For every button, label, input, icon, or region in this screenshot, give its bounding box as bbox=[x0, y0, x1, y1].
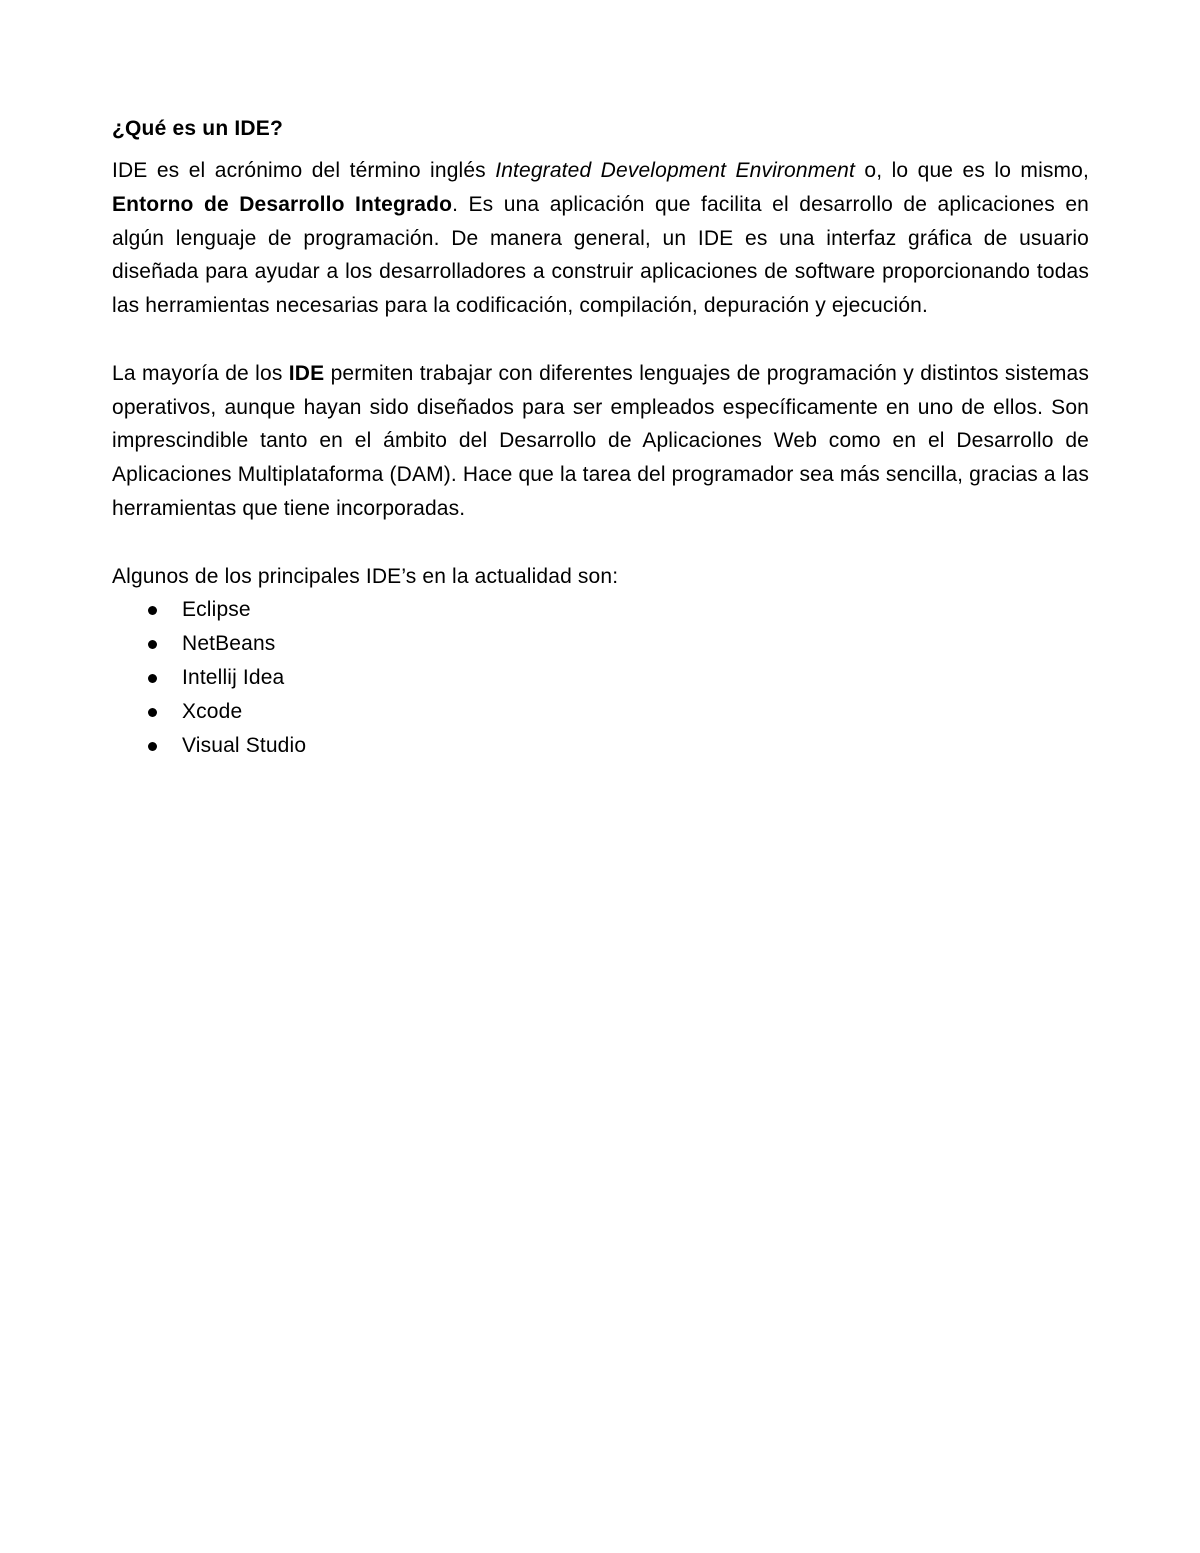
ide-list bbox=[112, 593, 1089, 762]
para2-text-2: permiten trabajar con diferentes lenguajes de programación y distintos sistemas operativos, aunque hayan sido diseñados para ser empleados específicamente en uno de ellos. Son imprescindible tanto en el ámbito del Desarrollo de Aplicaciones Web como en el Desarrollo de Aplicaciones Multiplataforma (DAM). Hace que la tarea del programador sea más sencilla, gracias a las herramientas que tiene incorporadas. bbox=[112, 361, 1089, 520]
list-item-label: Visual Studio bbox=[182, 733, 307, 757]
bullet-icon bbox=[148, 742, 157, 751]
para2-bold-term: IDE bbox=[288, 361, 325, 385]
document-page bbox=[112, 112, 1089, 762]
para1-text-3: . Es una aplicación que facilita el desarrollo de aplicaciones en algún lenguaje de programación. De manera general, un IDE es una interfaz gráfica de usuario diseñada para ayudar a los desarrolladores a construir aplicaciones de software proporcionando todas las herramientas necesarias para la codificación, compilación, depuración y ejecución. bbox=[112, 192, 1089, 318]
bullet-icon bbox=[148, 606, 157, 615]
page-title: ¿Qué es un IDE? bbox=[112, 117, 284, 140]
list-item bbox=[112, 627, 1089, 661]
paragraph-spacer bbox=[112, 526, 1089, 560]
para1-italic-term: Integrated Development Environment bbox=[495, 159, 855, 182]
para1-text-2: o, lo que es lo mismo, bbox=[855, 159, 1089, 182]
list-item-label: Intellij Idea bbox=[182, 665, 285, 689]
bullet-icon bbox=[148, 674, 157, 683]
list-item-label: NetBeans bbox=[182, 632, 276, 656]
second-paragraph bbox=[112, 357, 1089, 526]
bullet-icon bbox=[148, 708, 157, 717]
para2-text-1: La mayoría de los bbox=[112, 361, 289, 385]
intro-paragraph bbox=[112, 154, 1089, 323]
list-intro: Algunos de los principales IDE’s en la actualidad son: bbox=[112, 564, 619, 588]
list-item bbox=[112, 593, 1089, 627]
list-item bbox=[112, 695, 1089, 729]
list-item-label: Eclipse bbox=[182, 598, 251, 622]
list-item-label: Xcode bbox=[182, 699, 243, 723]
list-item bbox=[112, 661, 1089, 695]
para1-text-1: IDE es el acrónimo del término inglés bbox=[112, 159, 496, 182]
paragraph-spacer bbox=[112, 323, 1089, 357]
list-item bbox=[112, 729, 1089, 763]
bullet-icon bbox=[148, 640, 157, 649]
para1-bold-term: Entorno de Desarrollo Integrado bbox=[112, 192, 453, 216]
